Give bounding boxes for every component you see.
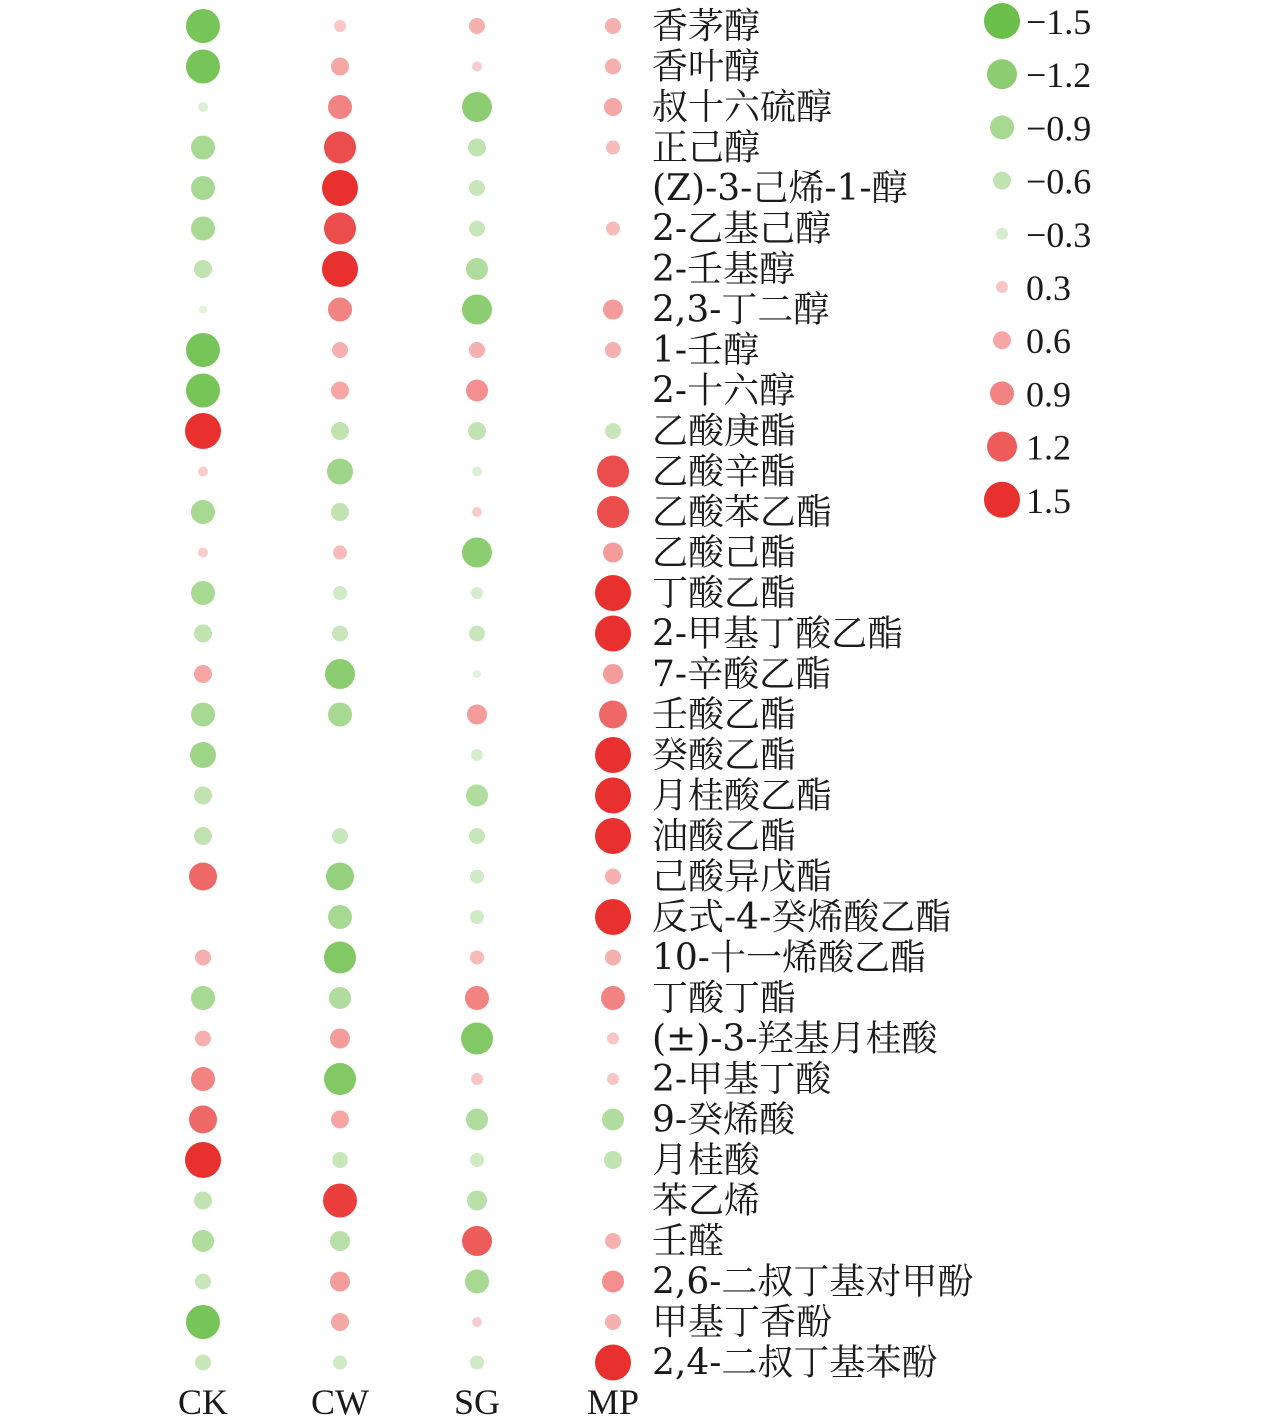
bubble-cw-row-30: [323, 1184, 357, 1218]
bubble-ck-row-6: [191, 217, 215, 241]
row-label: 乙酸辛酯: [652, 451, 797, 493]
bubble-cw-row-31: [330, 1231, 350, 1251]
bubble-ck-row-22: [189, 863, 217, 891]
bubble-sg-row-28: [466, 1109, 488, 1131]
bubble-cw-row-18: [328, 703, 352, 727]
bubble-sg-row-31: [462, 1226, 492, 1256]
legend-label: −1.2: [1026, 55, 1092, 96]
bubble-ck-row-27: [191, 1067, 215, 1091]
row-label: 9-癸烯酸: [652, 1099, 796, 1141]
bubble-cw-row-33: [331, 1313, 349, 1331]
row-label: 苯乙烯: [652, 1180, 761, 1222]
bubble-cw-row-13: [331, 503, 349, 521]
bubble-cw-row-2: [331, 58, 349, 76]
bubble-mp-row-9: [605, 342, 621, 358]
legend-label: 1.5: [1026, 480, 1071, 521]
bubble-cw-row-29: [332, 1152, 348, 1168]
bubble-ck-row-17: [194, 665, 212, 683]
bubble-mp-row-15: [595, 575, 631, 611]
bubble-cw-row-16: [332, 626, 348, 642]
row-label: 香叶醇: [652, 46, 761, 88]
bubble-ck-row-1: [186, 9, 220, 43]
row-label: 叔十六硫醇: [652, 87, 833, 128]
bubble-mp-row-11: [605, 423, 621, 439]
bubble-cw-row-11: [331, 422, 349, 440]
bubble-cw-row-7: [322, 251, 358, 287]
bubble-ck-row-7: [194, 260, 212, 278]
bubble-sg-row-19: [471, 749, 483, 761]
row-label: 2-壬基醇: [652, 249, 796, 290]
bubble-mp-row-4: [606, 141, 620, 155]
bubble-cw-row-6: [324, 213, 356, 245]
bubble-ck-row-14: [198, 548, 208, 558]
bubble-ck-row-15: [191, 581, 215, 605]
bubble-mp-row-33: [605, 1314, 621, 1330]
row-label: 壬酸乙酯: [652, 694, 797, 736]
bubble-mp-row-2: [605, 59, 621, 75]
legend-bubble: [990, 381, 1014, 405]
bubble-sg-row-34: [470, 1356, 484, 1370]
row-label: 月桂酸: [652, 1140, 761, 1181]
row-label: 丁酸丁酯: [652, 978, 797, 1019]
bubble-mp-row-31: [605, 1233, 621, 1249]
bubble-cw-row-26: [330, 1029, 350, 1049]
row-label: 乙酸己酯: [652, 532, 797, 574]
row-label: 2,4-二叔丁基苯酚: [652, 1342, 938, 1384]
legend-bubble: [993, 331, 1011, 349]
bubble-mp-row-24: [605, 950, 621, 966]
bubble-ck-row-29: [185, 1142, 221, 1178]
bubble-sg-row-20: [466, 785, 488, 807]
legend-label: −0.9: [1026, 108, 1092, 149]
row-labels: [652, 6, 973, 1384]
bubble-cw-row-14: [333, 546, 347, 560]
bubble-cw-row-21: [332, 828, 348, 844]
bubble-mp-row-18: [599, 701, 627, 729]
bubble-ck-row-20: [194, 787, 212, 805]
bubble-sg-row-5: [469, 180, 485, 196]
row-label: 2-乙基己醇: [652, 208, 832, 250]
bubble-cw-row-1: [334, 20, 346, 32]
bubble-sg-row-24: [470, 951, 484, 965]
bubble-cw-row-5: [322, 170, 358, 206]
bubble-sg-row-23: [470, 910, 484, 924]
bubble-ck-row-5: [191, 176, 215, 200]
bubble-mp-row-6: [606, 222, 620, 236]
bubble-ck-row-9: [186, 333, 220, 367]
legend-label: 0.6: [1026, 321, 1071, 362]
legend-bubble: [987, 432, 1017, 462]
bubble-sg-row-17: [473, 670, 481, 678]
bubble-sg-row-4: [468, 139, 486, 157]
row-label: 10-十一烯酸乙酯: [652, 937, 926, 979]
bubble-cw-row-15: [333, 586, 347, 600]
bubble-sg-row-8: [462, 295, 492, 325]
bubble-mp-row-14: [603, 543, 623, 563]
bubble-cw-row-12: [327, 459, 353, 485]
bubble-cw-row-23: [328, 905, 352, 929]
legend: [984, 2, 1091, 521]
row-label: 乙酸庚酯: [652, 411, 797, 452]
legend-label: 0.9: [1026, 374, 1071, 415]
bubble-sg-row-11: [468, 422, 486, 440]
row-label: 2,3-丁二醇: [652, 289, 830, 331]
bubble-cw-row-24: [324, 942, 356, 974]
bubble-mp-row-34: [595, 1345, 631, 1381]
row-label: 香茅醇: [652, 6, 761, 47]
column-labels: [178, 1382, 639, 1417]
column-label-ck: CK: [177, 1382, 229, 1417]
bubble-mp-row-32: [602, 1271, 624, 1293]
bubble-cw-row-34: [333, 1356, 347, 1370]
bubble-sg-row-29: [470, 1153, 484, 1167]
row-label: 乙酸苯乙酯: [652, 492, 833, 533]
bubble-sg-row-10: [466, 380, 488, 402]
bubble-sg-row-6: [469, 221, 485, 237]
bubble-mp-row-17: [603, 664, 623, 684]
legend-bubble: [984, 482, 1020, 518]
bubble-cw-row-3: [328, 95, 352, 119]
bubble-ck-row-30: [194, 1192, 212, 1210]
bubble-ck-row-12: [198, 467, 208, 477]
bubble-mp-row-16: [595, 616, 631, 652]
legend-label: −0.6: [1026, 161, 1092, 202]
bubble-ck-row-4: [191, 136, 215, 160]
bubble-mp-row-19: [595, 737, 631, 773]
bubble-ck-row-8: [199, 306, 207, 314]
bubble-sg-row-32: [465, 1270, 489, 1294]
bubble-mp-row-1: [605, 18, 621, 34]
bubble-mp-row-28: [602, 1109, 624, 1131]
bubble-sg-row-13: [472, 507, 482, 517]
legend-bubble: [987, 59, 1017, 89]
row-label: 2,6-二叔丁基对甲酚: [652, 1261, 974, 1303]
bubble-ck-row-21: [194, 827, 212, 845]
bubble-mp-row-25: [601, 986, 625, 1010]
bubble-sg-row-7: [466, 258, 488, 280]
row-label: 己酸异戊酯: [652, 856, 833, 898]
bubble-mp-row-21: [595, 818, 631, 854]
legend-bubble: [996, 281, 1008, 293]
bubble-sg-row-3: [462, 92, 492, 122]
bubble-ck-row-11: [185, 413, 221, 449]
bubble-cw-row-22: [326, 863, 354, 891]
row-label: (±)-3-羟基月桂酸: [652, 1018, 938, 1060]
column-label-mp: MP: [586, 1382, 640, 1417]
bubble-sg-row-26: [461, 1023, 493, 1055]
bubble-ck-row-13: [191, 500, 215, 524]
legend-label: 1.2: [1026, 427, 1071, 468]
bubble-sg-row-30: [467, 1191, 487, 1211]
bubble-mp-row-20: [595, 778, 631, 814]
bubble-sg-row-12: [472, 467, 482, 477]
row-label: 7-辛酸乙酯: [652, 654, 832, 695]
bubble-cw-row-27: [324, 1063, 356, 1095]
bubble-ck-row-32: [195, 1274, 211, 1290]
row-label: 月桂酸乙酯: [652, 775, 833, 817]
bubble-mp-row-27: [607, 1073, 619, 1085]
legend-label: −1.5: [1026, 2, 1092, 42]
bubble-ck-row-19: [190, 742, 216, 768]
row-label: 2-甲基丁酸: [652, 1059, 832, 1100]
bubble-ck-row-33: [186, 1305, 220, 1339]
row-label: (Z)-3-己烯-1-醇: [652, 168, 908, 209]
bubble-ck-row-18: [191, 703, 215, 727]
bubble-sg-row-18: [467, 705, 487, 725]
bubble-cw-row-10: [331, 382, 349, 400]
bubble-ck-row-16: [194, 625, 212, 643]
bubble-sg-row-16: [469, 626, 485, 642]
legend-bubble: [990, 115, 1014, 139]
bubble-sg-row-15: [471, 587, 483, 599]
bubble-mp-row-8: [603, 300, 623, 320]
bubble-sg-row-33: [472, 1317, 482, 1327]
row-label: 反式-4-癸烯酸乙酯: [652, 897, 952, 938]
bubble-mp-row-26: [607, 1033, 619, 1045]
bubble-ck-row-24: [195, 950, 211, 966]
bubble-sg-row-14: [462, 538, 492, 568]
bubble-sg-row-2: [472, 62, 482, 72]
bubble-ck-row-3: [198, 102, 208, 112]
bubble-cw-row-9: [332, 342, 348, 358]
bubble-ck-row-10: [186, 374, 220, 408]
bubble-mp-row-13: [597, 496, 629, 528]
legend-bubble: [984, 3, 1020, 39]
bubble-sg-row-9: [469, 342, 485, 358]
bubble-layer: [185, 9, 631, 1381]
legend-bubble: [996, 228, 1008, 240]
column-label-sg: SG: [453, 1382, 501, 1417]
legend-label: −0.3: [1026, 214, 1092, 255]
row-label: 壬醛: [652, 1221, 725, 1262]
bubble-cw-row-4: [324, 132, 356, 164]
bubble-ck-row-28: [189, 1106, 217, 1134]
bubble-sg-row-25: [465, 986, 489, 1010]
bubble-cw-row-8: [328, 298, 352, 322]
bubble-sg-row-1: [469, 18, 485, 34]
row-label: 正己醇: [652, 127, 761, 169]
row-label: 2-甲基丁酸乙酯: [652, 613, 904, 655]
legend-label: 0.3: [1026, 268, 1071, 308]
bubble-mp-row-22: [605, 869, 621, 885]
row-label: 2-十六醇: [652, 370, 796, 412]
row-label: 甲基丁香酚: [652, 1302, 833, 1343]
bubble-cw-row-17: [325, 659, 355, 689]
bubble-ck-row-31: [192, 1230, 214, 1252]
bubble-mp-row-3: [604, 98, 622, 116]
bubble-ck-row-34: [195, 1355, 211, 1371]
legend-bubble: [993, 172, 1011, 190]
row-label: 丁酸乙酯: [652, 573, 797, 614]
row-label: 癸酸乙酯: [652, 735, 797, 776]
bubble-sg-row-22: [470, 870, 484, 884]
bubble-cw-row-25: [329, 987, 351, 1009]
bubble-sg-row-27: [471, 1073, 483, 1085]
bubble-ck-row-25: [191, 986, 215, 1010]
row-label: 油酸乙酯: [652, 816, 797, 857]
bubble-mp-row-12: [597, 456, 629, 488]
bubble-ck-row-26: [195, 1031, 211, 1047]
bubble-cw-row-32: [330, 1272, 350, 1292]
row-label: 1-壬醇: [652, 330, 760, 371]
bubble-mp-row-29: [604, 1151, 622, 1169]
bubble-mp-row-23: [595, 899, 631, 935]
bubble-sg-row-21: [469, 828, 485, 844]
bubble-cw-row-28: [331, 1111, 349, 1129]
bubble-ck-row-2: [186, 50, 220, 84]
column-label-cw: CW: [311, 1382, 369, 1417]
